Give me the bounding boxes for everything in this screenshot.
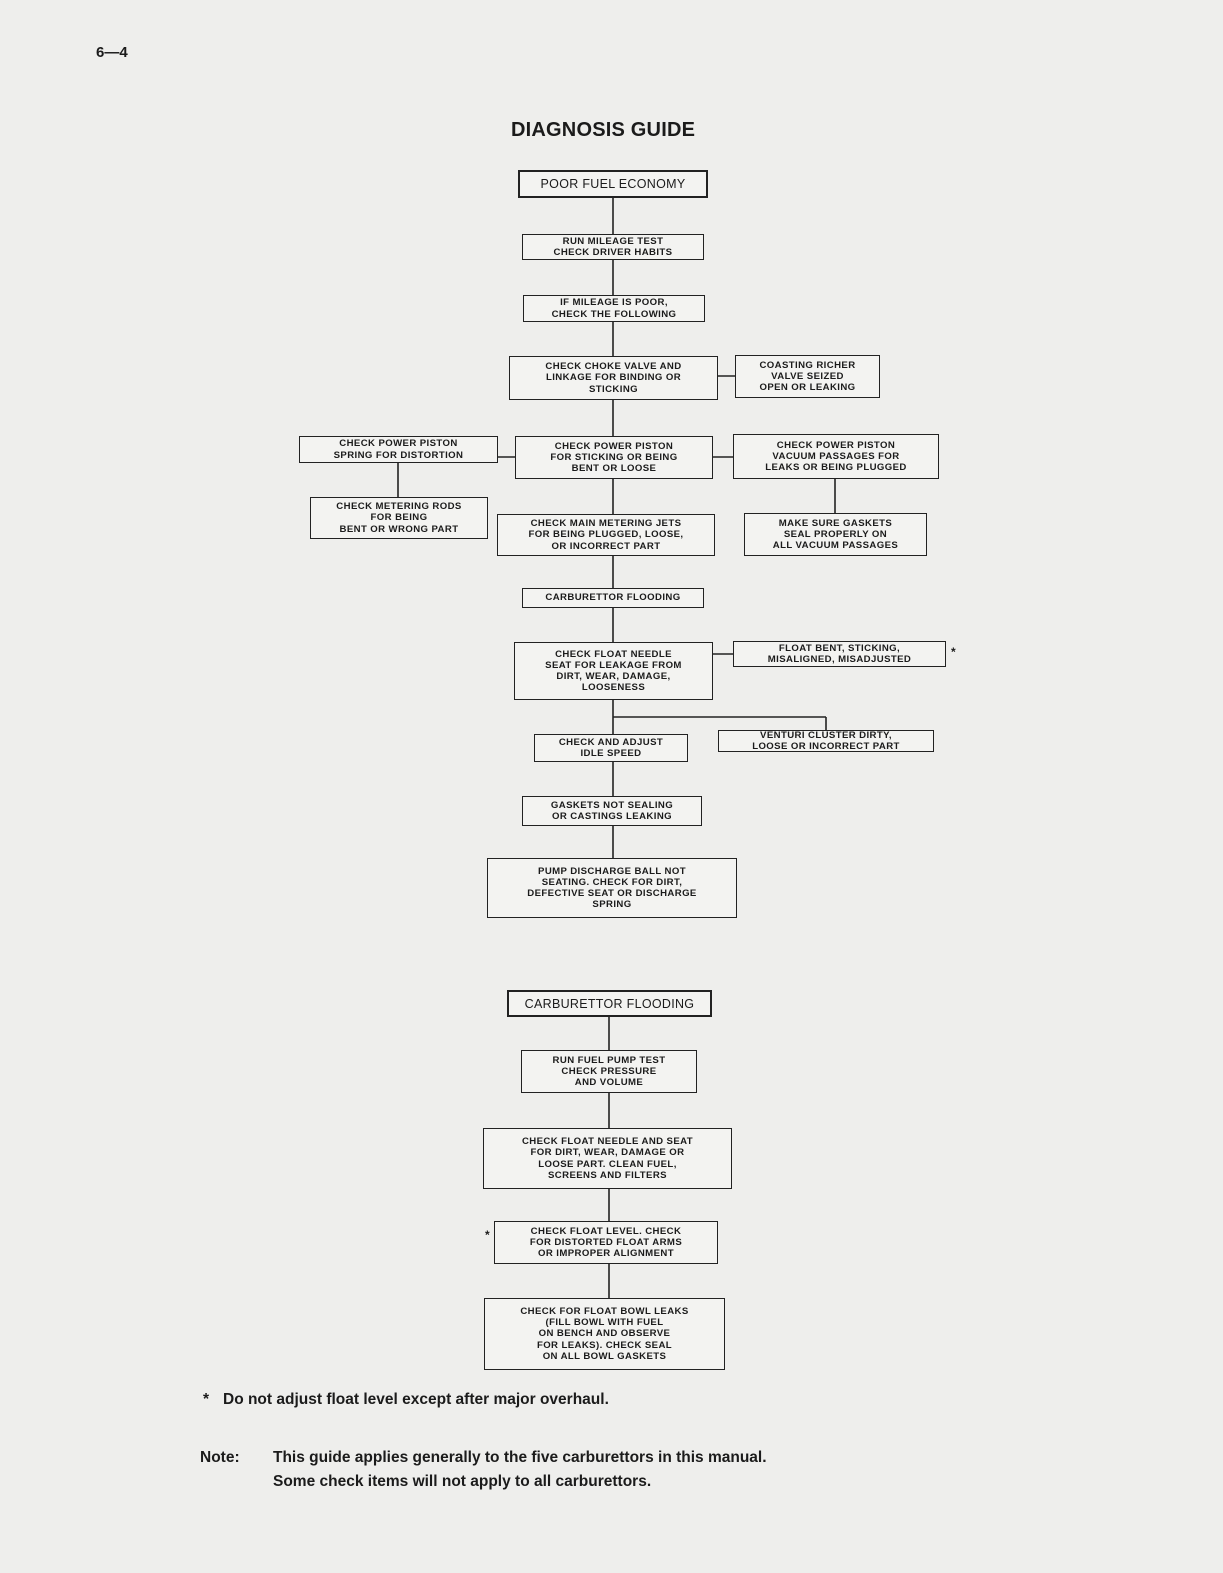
- footnote-text: Do not adjust float level except after major overhaul.: [223, 1391, 609, 1408]
- check-float-level-box: CHECK FLOAT LEVEL. CHECK FOR DISTORTED FLOAT ARMS OR IMPROPER ALIGNMENT: [494, 1221, 718, 1264]
- asterisk-float-bent: *: [951, 645, 956, 659]
- footnote-asterisk: *: [203, 1391, 210, 1408]
- power-piston-sticking-box: CHECK POWER PISTON FOR STICKING OR BEING BENT OR LOOSE: [515, 436, 713, 479]
- check-float-needle-box: CHECK FLOAT NEEDLE SEAT FOR LEAKAGE FROM DIRT, WEAR, DAMAGE, LOOSENESS: [514, 642, 713, 700]
- footnote: [203, 1391, 609, 1409]
- power-piston-vacuum-box: CHECK POWER PISTON VACUUM PASSAGES FOR LEAKS OR BEING PLUGGED: [733, 434, 939, 479]
- main-metering-jets-box: CHECK MAIN METERING JETS FOR BEING PLUGGED, LOOSE, OR INCORRECT PART: [497, 514, 715, 556]
- check-choke-valve-box: CHECK CHOKE VALVE AND LINKAGE FOR BINDING OR STICKING: [509, 356, 718, 400]
- carburettor-flooding-header: CARBURETTOR FLOODING: [507, 990, 712, 1017]
- run-mileage-test-box: RUN MILEAGE TEST CHECK DRIVER HABITS: [522, 234, 704, 260]
- float-bowl-leaks-box: CHECK FOR FLOAT BOWL LEAKS (FILL BOWL WITH FUEL ON BENCH AND OBSERVE FOR LEAKS). CHECK SEAL ON ALL BOWL GASKETS: [484, 1298, 725, 1370]
- asterisk-float-level: *: [485, 1228, 490, 1242]
- page-number: 6—4: [96, 44, 128, 61]
- float-bent-box: FLOAT BENT, STICKING, MISALIGNED, MISADJUSTED: [733, 641, 946, 667]
- page-title: DIAGNOSIS GUIDE: [511, 119, 696, 141]
- gaskets-vacuum-passages-box: MAKE SURE GASKETS SEAL PROPERLY ON ALL VACUUM PASSAGES: [744, 513, 927, 556]
- fuel-pump-test-box: RUN FUEL PUMP TEST CHECK PRESSURE AND VOLUME: [521, 1050, 697, 1093]
- metering-rods-box: CHECK METERING RODS FOR BEING BENT OR WRONG PART: [310, 497, 488, 539]
- note-text: [273, 1446, 973, 1494]
- coasting-richer-valve-box: COASTING RICHER VALVE SEIZED OPEN OR LEAKING: [735, 355, 880, 398]
- poor-fuel-economy-header: POOR FUEL ECONOMY: [518, 170, 708, 198]
- pump-discharge-box: PUMP DISCHARGE BALL NOT SEATING. CHECK FOR DIRT, DEFECTIVE SEAT OR DISCHARGE SPRING: [487, 858, 737, 918]
- note-line-2: Some check items will not apply to all carburettors.: [273, 1473, 652, 1490]
- check-idle-speed-box: CHECK AND ADJUST IDLE SPEED: [534, 734, 688, 762]
- note-label: Note:: [200, 1449, 240, 1466]
- gaskets-not-sealing-box: GASKETS NOT SEALING OR CASTINGS LEAKING: [522, 796, 702, 826]
- float-needle-seat-box: CHECK FLOAT NEEDLE AND SEAT FOR DIRT, WEAR, DAMAGE OR LOOSE PART. CLEAN FUEL, SCREENS AND FILTERS: [483, 1128, 732, 1189]
- if-mileage-poor-box: IF MILEAGE IS POOR, CHECK THE FOLLOWING: [523, 295, 705, 322]
- power-piston-spring-box: CHECK POWER PISTON SPRING FOR DISTORTION: [299, 436, 498, 463]
- note-line-1: This guide applies generally to the five carburettors in this manual.: [273, 1449, 767, 1466]
- carburettor-flooding-box: CARBURETTOR FLOODING: [522, 588, 704, 608]
- venturi-cluster-box: VENTURI CLUSTER DIRTY, LOOSE OR INCORRECT PART: [718, 730, 934, 752]
